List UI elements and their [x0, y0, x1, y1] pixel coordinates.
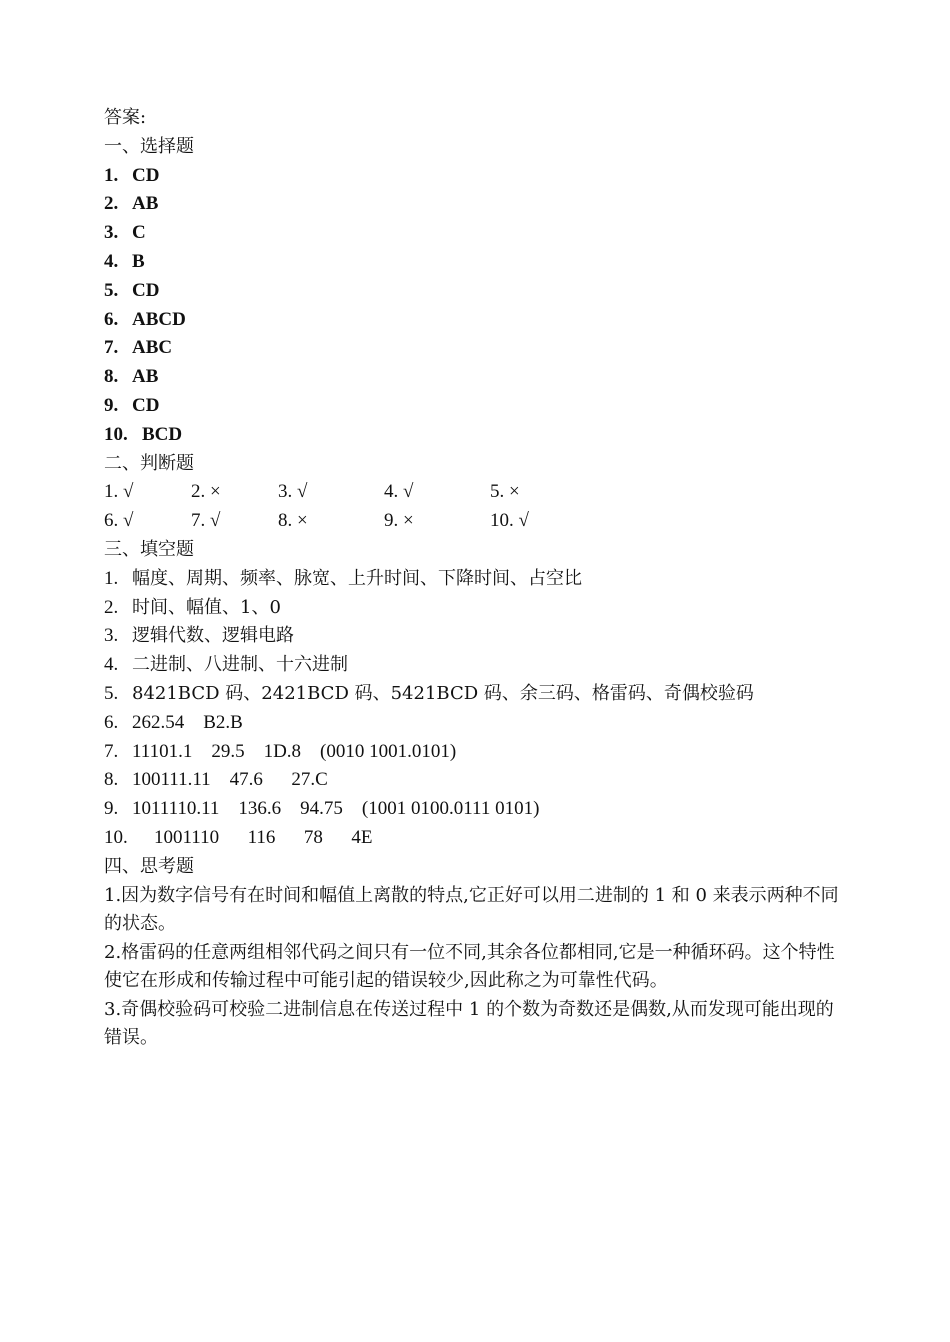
- judgment-row: 1. √ 2. × 3. √ 4. √ 5. ×: [104, 481, 520, 503]
- choice-answers: [104, 162, 849, 450]
- fill-blank-answers: [104, 565, 849, 853]
- thinking-item: 1.因为数字信号有在时间和幅值上离散的特点,它正好可以用二进制的 1 和 0 来表示两种不同的状态。: [104, 884, 839, 935]
- choice-item: 8. AB: [104, 366, 159, 388]
- fill-item: 5. 8421BCD 码、2421BCD 码、5421BCD 码、余三码、格雷码、奇偶校验码: [104, 682, 754, 704]
- section-title-choice: 一、选择题: [104, 135, 194, 157]
- choice-item: 2. AB: [104, 193, 159, 215]
- section-title-fill-blank: 三、填空题: [104, 538, 194, 560]
- fill-item: 1. 幅度、周期、频率、脉宽、上升时间、下降时间、占空比: [104, 567, 582, 589]
- answer-heading: 答案:: [104, 107, 147, 128]
- thinking-item: 3.奇偶校验码可校验二进制信息在传送过程中 1 的个数为奇数还是偶数,从而发现可能出现的错误。: [104, 998, 834, 1049]
- section-title-thinking: 四、思考题: [104, 855, 194, 877]
- thinking-answers: [104, 882, 849, 1054]
- choice-item: 7. ABC: [104, 337, 173, 359]
- answer-content: [104, 104, 849, 1053]
- judgment-row: 6. √ 7. √ 8. × 9. × 10. √: [104, 510, 529, 532]
- fill-item: 3. 逻辑代数、逻辑电路: [104, 625, 294, 647]
- choice-item: 9. CD: [104, 394, 160, 416]
- choice-item: 10. BCD: [104, 423, 183, 445]
- section-title-judgment: 二、判断题: [104, 452, 194, 474]
- fill-item: 2. 时间、幅值、1、0: [104, 596, 281, 618]
- fill-item: 8. 100111.11 47.6 27.C: [104, 769, 328, 791]
- choice-item: 5. CD: [104, 279, 160, 301]
- fill-item: 6. 262.54 B2.B: [104, 711, 243, 733]
- judgment-answers: [104, 478, 849, 536]
- fill-item: 9. 1011110.11 136.6 94.75 (1001 0100.0111 0101): [104, 798, 540, 820]
- fill-item: 4. 二进制、八进制、十六进制: [104, 654, 348, 676]
- choice-item: 6. ABCD: [104, 308, 186, 330]
- choice-item: 3. C: [104, 222, 146, 244]
- fill-item: 7. 11101.1 29.5 1D.8 (0010 1001.0101): [104, 740, 457, 762]
- choice-item: 4. B: [104, 250, 145, 272]
- thinking-item: 2.格雷码的任意两组相邻代码之间只有一位不同,其余各位都相同,它是一种循环码。这个特性使它在形成和传输过程中可能引起的错误较少,因此称之为可靠性代码。: [104, 941, 835, 992]
- fill-item: 10. 1001110 116 78 4E: [104, 826, 373, 848]
- choice-item: 1. CD: [104, 164, 160, 186]
